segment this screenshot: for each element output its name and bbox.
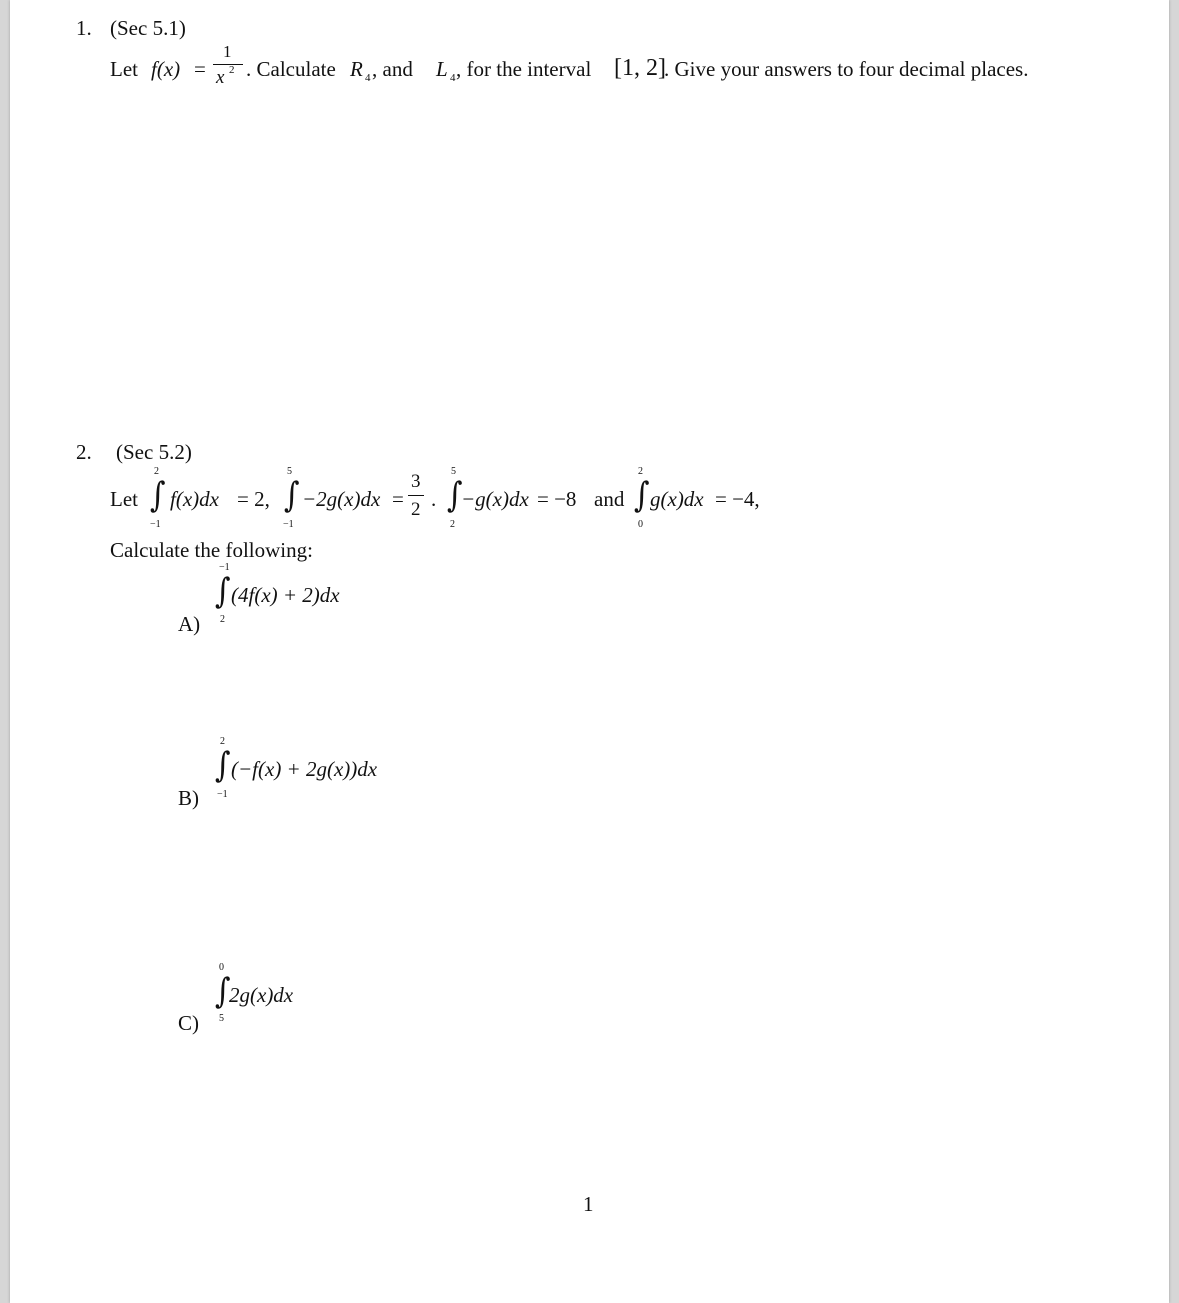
function-name: f(x) [151, 57, 181, 81]
integral-sign: ∫ [215, 571, 231, 612]
integral-lower-limit: −1 [150, 519, 161, 530]
integrand: (4f(x) + 2)dx [231, 583, 340, 607]
equals-sign: = [194, 57, 206, 81]
let-text: Let [110, 487, 138, 511]
integral-value: = −8 [537, 487, 577, 511]
fraction-numerator: 3 [411, 471, 421, 492]
integral-upper-limit: 2 [638, 466, 643, 477]
interval-text: , for the interval [456, 57, 592, 81]
let-text: Let [110, 57, 138, 81]
instruction-text: . Give your answers to four decimal places. [664, 57, 1029, 81]
integrand: −g(x)dx [461, 487, 529, 511]
fraction-denominator: x [216, 67, 225, 88]
calculate-text: . Calculate [246, 57, 336, 81]
fraction-bar [213, 64, 243, 65]
fraction-bar [408, 495, 424, 496]
integrand: 2g(x)dx [229, 983, 294, 1007]
integrand: f(x)dx [170, 487, 219, 511]
fraction-numerator: 1 [223, 42, 232, 61]
integrand: (−f(x) + 2g(x))dx [231, 757, 378, 781]
integral-upper-limit: 5 [287, 466, 292, 477]
integral-lower-limit: −1 [283, 519, 294, 530]
integrand: −2g(x)dx [302, 487, 381, 511]
page-number: 1 [583, 1192, 594, 1216]
integral-sign: ∫ [634, 475, 650, 516]
right-sum-symbol: R [350, 57, 363, 81]
right-sum-subscript: 4 [365, 72, 371, 84]
integral-lower-limit: 2 [220, 614, 225, 625]
denominator-exponent: 2 [229, 64, 235, 76]
and-text: , and [372, 57, 413, 81]
integral-lower-limit: 0 [638, 519, 643, 530]
integrand: g(x)dx [650, 487, 704, 511]
question-number: 2. [76, 440, 92, 464]
separator: . [431, 487, 437, 511]
integral-lower-limit: 2 [450, 519, 455, 530]
and-text: and [594, 487, 625, 511]
interval-value: [1, 2] [614, 55, 666, 81]
part-label: C) [178, 1011, 199, 1035]
section-label: (Sec 5.2) [116, 440, 192, 464]
equals-sign: = [392, 487, 404, 511]
fraction-denominator: 2 [411, 499, 421, 520]
left-sum-symbol: L [436, 57, 448, 81]
integral-value: = 2, [237, 487, 270, 511]
integral-upper-limit: 2 [220, 736, 225, 747]
integral-lower-limit: 5 [219, 1013, 224, 1024]
integral-upper-limit: −1 [219, 562, 230, 573]
section-label: (Sec 5.1) [110, 16, 186, 40]
integral-sign: ∫ [215, 971, 231, 1012]
integral-upper-limit: 0 [219, 962, 224, 973]
integral-upper-limit: 5 [451, 466, 456, 477]
calculate-instruction: Calculate the following: [110, 538, 313, 562]
integral-upper-limit: 2 [154, 466, 159, 477]
integral-sign: ∫ [150, 475, 166, 516]
integral-lower-limit: −1 [217, 789, 228, 800]
document-page [10, 0, 1169, 1303]
integral-sign: ∫ [284, 475, 300, 516]
integral-value: = −4, [715, 487, 760, 511]
integral-sign: ∫ [215, 745, 231, 786]
part-label: A) [178, 612, 201, 636]
integral-sign: ∫ [447, 475, 463, 516]
left-sum-subscript: 4 [450, 72, 456, 84]
question-number: 1. [76, 16, 92, 40]
part-label: B) [178, 786, 199, 810]
